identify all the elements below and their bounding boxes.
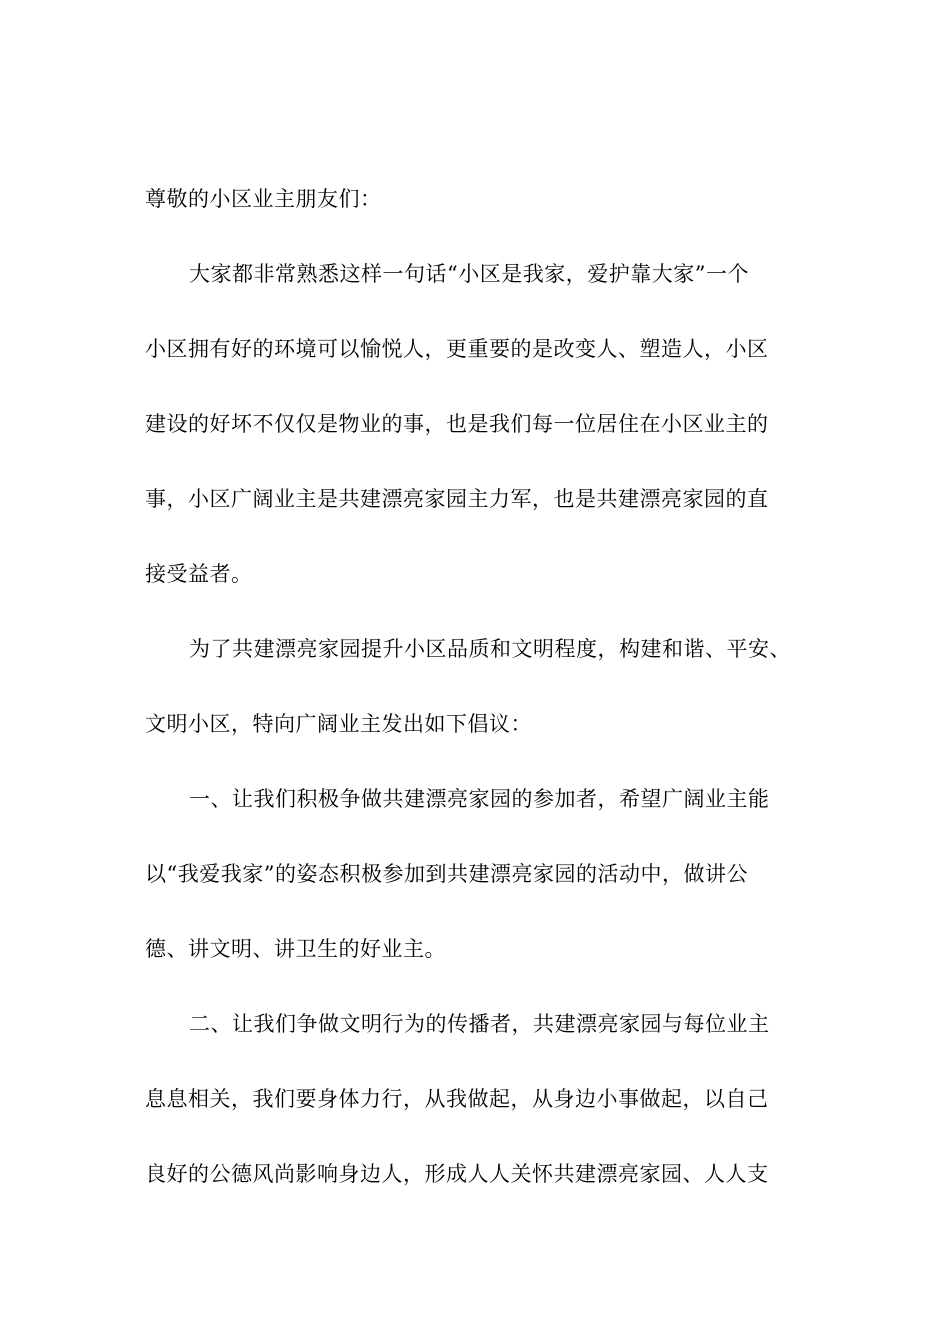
paragraph-line: 事，小区广阔业主是共建漂亮家园主力军，也是共建漂亮家园的直 bbox=[145, 487, 769, 511]
proposal-item-1-line: 一、让我们积极争做共建漂亮家园的参加者，希望广阔业主能 bbox=[189, 787, 770, 811]
proposal-item-1-line: 德、讲文明、讲卫生的好业主。 bbox=[145, 937, 446, 961]
proposal-item-2-line: 息息相关，我们要身体力行，从我做起，从身边小事做起，以自己 bbox=[145, 1087, 769, 1111]
paragraph-line: 大家都非常熟悉这样一句话“小区是我家，爱护靠大家”一个 bbox=[189, 262, 749, 286]
salutation: 尊敬的小区业主朋友们： bbox=[145, 187, 382, 211]
paragraph-line: 接受益者。 bbox=[145, 562, 253, 586]
proposal-item-2-line: 二、让我们争做文明行为的传播者，共建漂亮家园与每位业主 bbox=[189, 1012, 770, 1036]
paragraph-line: 小区拥有好的环境可以愉悦人，更重要的是改变人、塑造人，小区 bbox=[145, 337, 769, 361]
paragraph-line: 为了共建漂亮家园提升小区品质和文明程度，构建和谐、平安、 bbox=[189, 637, 791, 661]
paragraph-line: 文明小区，特向广阔业主发出如下倡议： bbox=[145, 712, 532, 736]
document-body bbox=[145, 184, 810, 1234]
proposal-item-2-line: 良好的公德风尚影响身边人，形成人人关怀共建漂亮家园、人人支 bbox=[145, 1162, 769, 1186]
paragraph-line: 建设的好坏不仅仅是物业的事，也是我们每一位居住在小区业主的 bbox=[145, 412, 769, 436]
proposal-item-1-line: 以“我爱我家”的姿态积极参加到共建漂亮家园的活动中，做讲公 bbox=[145, 862, 748, 886]
